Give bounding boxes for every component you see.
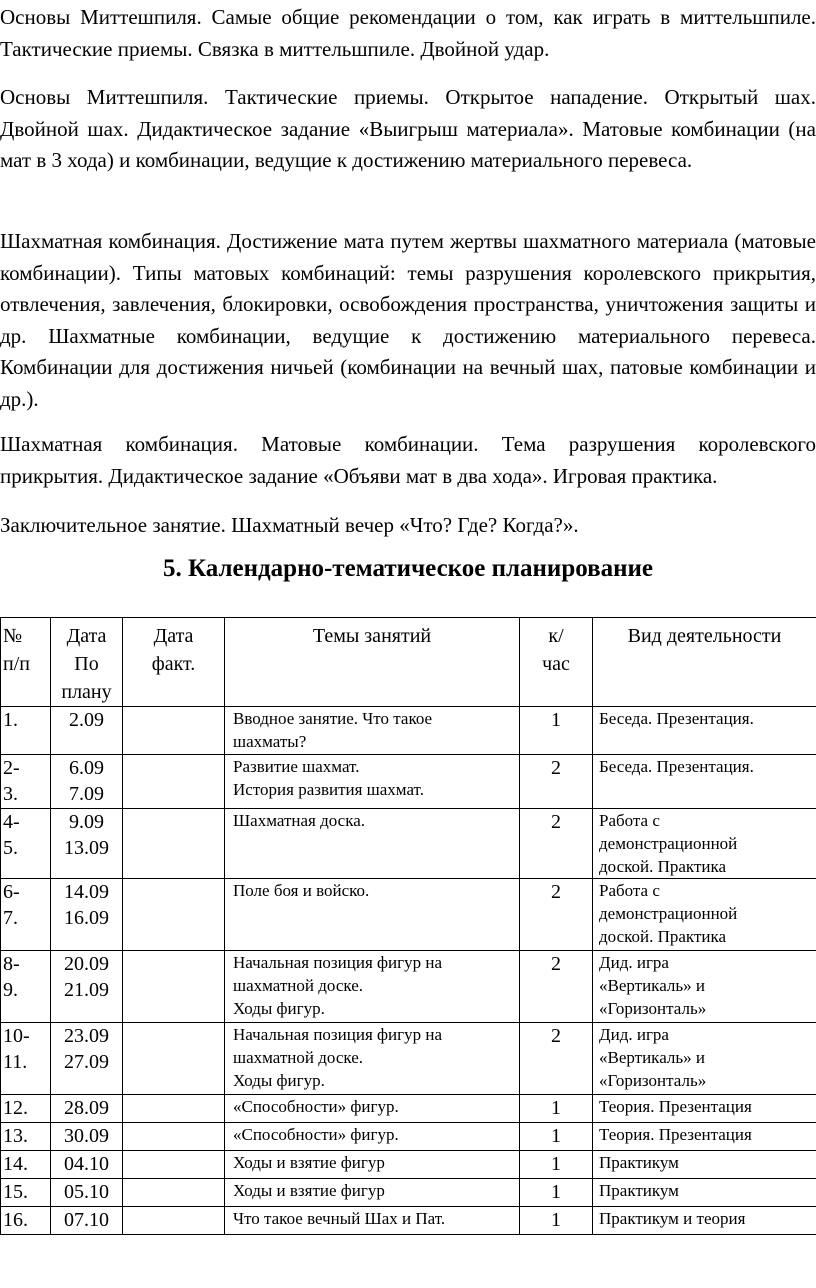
activity-type: Беседа. Презентация.: [593, 707, 816, 755]
activity-type: Практикум и теория: [593, 1207, 816, 1235]
planned-date: 23.09 27.09: [51, 1023, 123, 1095]
activity-type: Работа с демонстрационной доской. Практика: [593, 809, 816, 879]
activity-type: Работа с демонстрационной доской. Практика: [593, 879, 816, 951]
row-number: 4- 5.: [1, 809, 51, 879]
header-topic: Темы занятий: [225, 618, 520, 707]
activity-type: Практикум: [593, 1151, 816, 1179]
paragraph-2: Основы Миттешпиля. Тактические приемы. Открытое нападение. Открытый шах. Двойной шах. Дидактическое задание «Выигрыш материала». Матовые комбинации (на мат в 3 хода) и комбинации, ведущие к достижению материального перевеса.: [0, 85, 816, 172]
row-number: 8- 9.: [1, 951, 51, 1023]
lesson-topic: Ходы и взятие фигур: [225, 1151, 520, 1179]
lesson-topic: Шахматная доска.: [225, 809, 520, 879]
activity-type: Дид. игра «Вертикаль» и «Горизонталь»: [593, 951, 816, 1023]
activity-type: Беседа. Презентация.: [593, 755, 816, 809]
row-number: 10- 11.: [1, 1023, 51, 1095]
planned-date: 30.09: [51, 1123, 123, 1151]
planned-date: 6.09 7.09: [51, 755, 123, 809]
row-number: 15.: [1, 1179, 51, 1207]
planned-date: 07.10: [51, 1207, 123, 1235]
activity-type: Дид. игра «Вертикаль» и «Горизонталь»: [593, 1023, 816, 1095]
actual-date: [123, 1095, 225, 1123]
table-row: [1, 1095, 816, 1123]
table-row: [1, 1207, 816, 1235]
paragraph-5: Заключительное занятие. Шахматный вечер «Что? Где? Когда?».: [0, 513, 579, 537]
lesson-topic: Вводное занятие. Что такое шахматы?: [225, 707, 520, 755]
row-number: 2- 3.: [1, 755, 51, 809]
planned-date: 2.09: [51, 707, 123, 755]
lesson-topic: Ходы и взятие фигур: [225, 1179, 520, 1207]
actual-date: [123, 951, 225, 1023]
hours-count: 1: [520, 1151, 593, 1179]
lesson-topic: «Способности» фигур.: [225, 1095, 520, 1123]
table-row: [1, 809, 816, 879]
lesson-topic: Начальная позиция фигур на шахматной доске. Ходы фигур.: [225, 951, 520, 1023]
hours-count: 1: [520, 1095, 593, 1123]
header-plan-date: Дата По плану: [51, 618, 123, 707]
planned-date: 9.09 13.09: [51, 809, 123, 879]
lesson-topic: Развитие шахмат. История развития шахмат.: [225, 755, 520, 809]
planned-date: 28.09: [51, 1095, 123, 1123]
actual-date: [123, 1123, 225, 1151]
planned-date: 14.09 16.09: [51, 879, 123, 951]
table-row: [1, 707, 816, 755]
section-title: 5. Календарно-тематическое планирование: [162, 555, 654, 582]
table-row: [1, 1179, 816, 1207]
table-header-row: [1, 618, 816, 707]
planned-date: 05.10: [51, 1179, 123, 1207]
row-number: 12.: [1, 1095, 51, 1123]
planned-date: 20.09 21.09: [51, 951, 123, 1023]
paragraph-3: Шахматная комбинация. Достижение мата путем жертвы шахматного материала (матовые комбинации). Типы матовых комбинаций: темы разрушения королевского прикрытия, отвлечения, завлечения, блокировки, освобождения пространства, уничтожения защиты и др. Шахматные комбинации, ведущие к достижению материального перевеса. Комбинации для достижения ничьей (комбинации на вечный шах, патовые комбинации и др.).: [0, 229, 816, 411]
lesson-topic: Что такое вечный Шах и Пат.: [225, 1207, 520, 1235]
table-row: [1, 1023, 816, 1095]
actual-date: [123, 1179, 225, 1207]
hours-count: 1: [520, 707, 593, 755]
lesson-topic: Поле боя и войско.: [225, 879, 520, 951]
paragraph-1: Основы Миттешпиля. Самые общие рекомендации о том, как играть в миттельшпиле. Тактические приемы. Связка в миттельшпиле. Двойной удар.: [0, 5, 816, 61]
table-row: [1, 755, 816, 809]
row-number: 14.: [1, 1151, 51, 1179]
activity-type: Теория. Презентация: [593, 1123, 816, 1151]
table-row: [1, 1123, 816, 1151]
row-number: 1.: [1, 707, 51, 755]
hours-count: 1: [520, 1207, 593, 1235]
lesson-topic: «Способности» фигур.: [225, 1123, 520, 1151]
row-number: 6- 7.: [1, 879, 51, 951]
actual-date: [123, 1151, 225, 1179]
table-row: [1, 1151, 816, 1179]
table-row: [1, 879, 816, 951]
hours-count: 1: [520, 1179, 593, 1207]
header-num: № п/п: [1, 618, 51, 707]
row-number: 13.: [1, 1123, 51, 1151]
actual-date: [123, 755, 225, 809]
actual-date: [123, 809, 225, 879]
schedule-table: [0, 617, 816, 1235]
hours-count: 2: [520, 951, 593, 1023]
table-row: [1, 951, 816, 1023]
actual-date: [123, 1023, 225, 1095]
planned-date: 04.10: [51, 1151, 123, 1179]
lesson-topic: Начальная позиция фигур на шахматной доске. Ходы фигур.: [225, 1023, 520, 1095]
actual-date: [123, 707, 225, 755]
hours-count: 2: [520, 809, 593, 879]
activity-type: Практикум: [593, 1179, 816, 1207]
hours-count: 2: [520, 1023, 593, 1095]
paragraph-4: Шахматная комбинация. Матовые комбинации. Тема разрушения королевского прикрытия. Дидактическое задание «Объяви мат в два хода». Игровая практика.: [0, 432, 816, 488]
activity-type: Теория. Презентация: [593, 1095, 816, 1123]
actual-date: [123, 1207, 225, 1235]
header-activity: Вид деятельности: [593, 618, 816, 707]
header-hours: к/ час: [520, 618, 593, 707]
header-fact-date: Дата факт.: [123, 618, 225, 707]
actual-date: [123, 879, 225, 951]
hours-count: 2: [520, 755, 593, 809]
row-number: 16.: [1, 1207, 51, 1235]
hours-count: 1: [520, 1123, 593, 1151]
hours-count: 2: [520, 879, 593, 951]
